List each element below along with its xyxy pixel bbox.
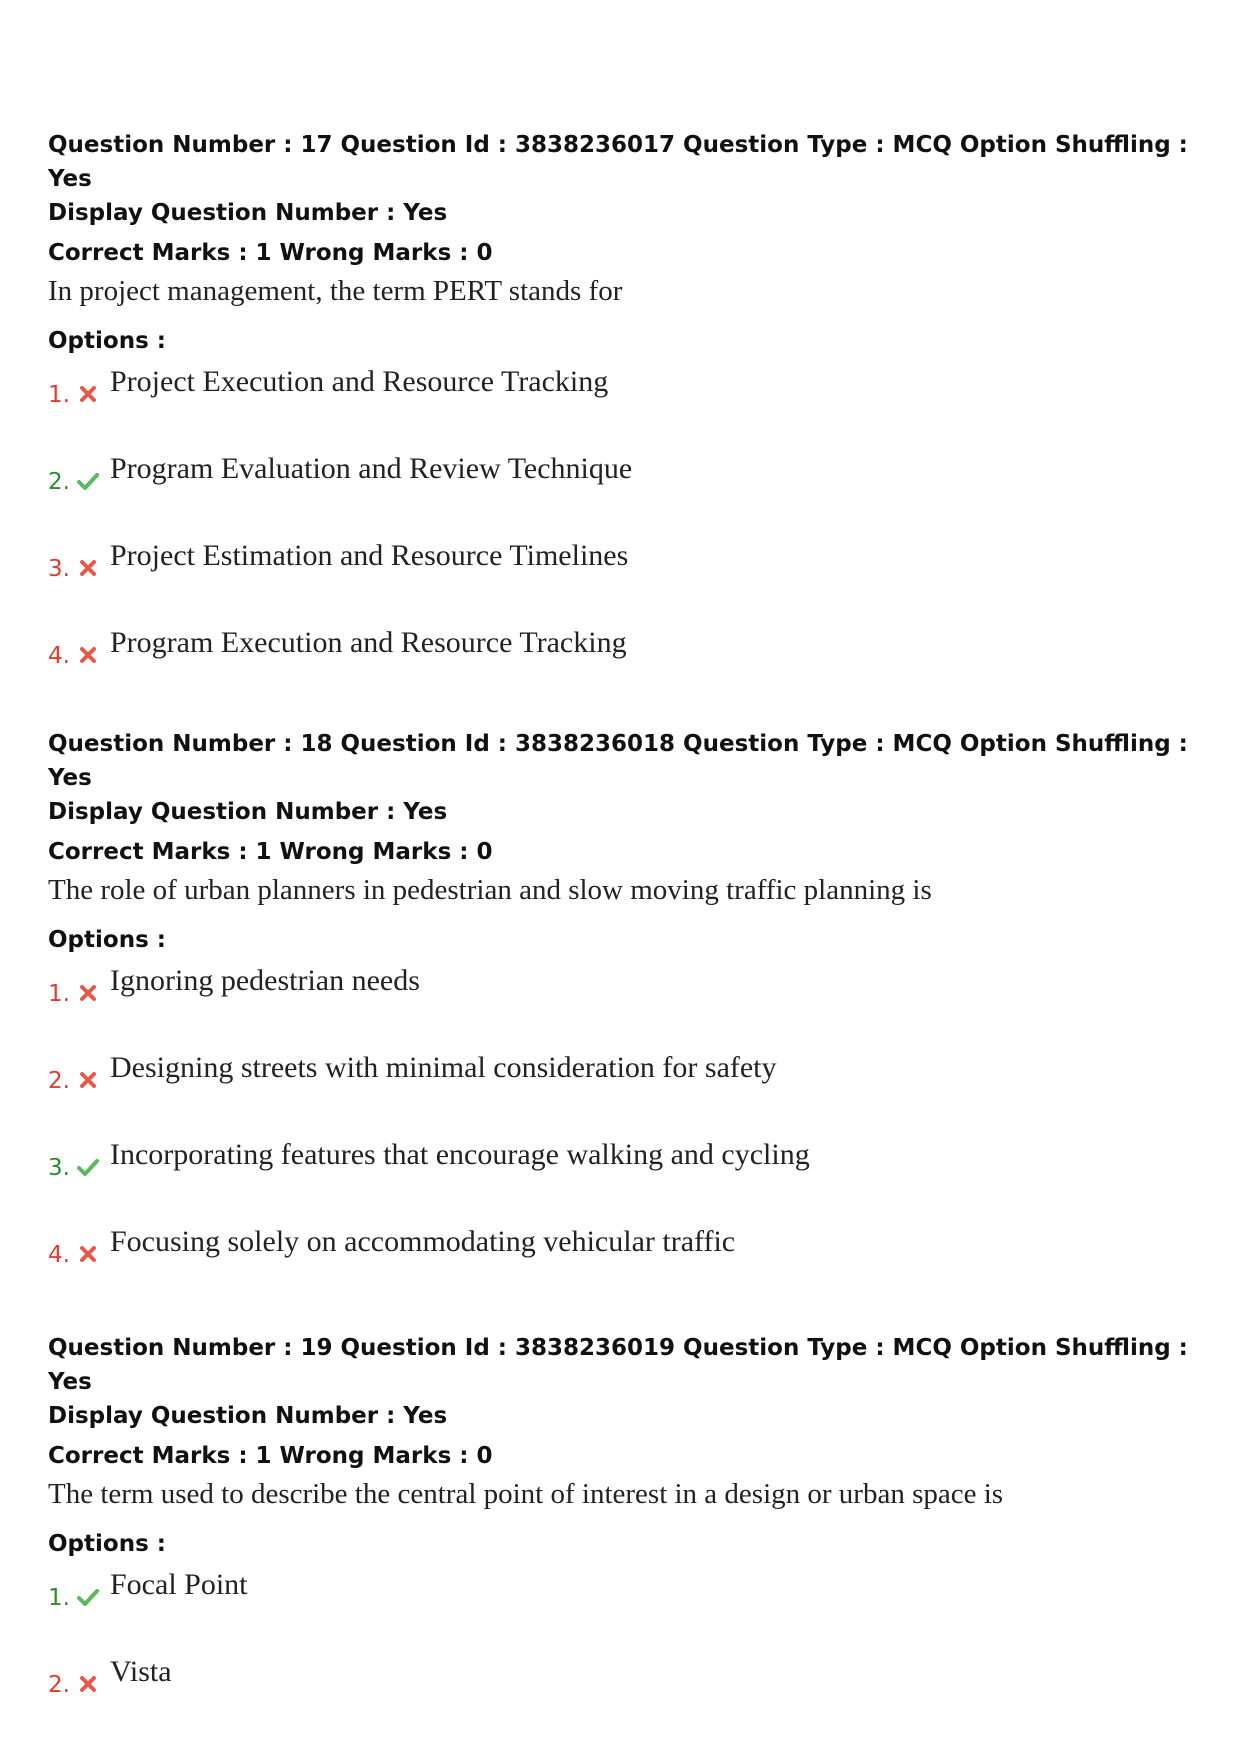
- option-item: [48, 1135, 1208, 1222]
- option-item: [48, 623, 1208, 710]
- question-block: [48, 128, 1208, 710]
- display-question-number: Display Question Number : Yes: [48, 200, 448, 226]
- option-text: Incorporating features that encourage walking and cycling: [110, 1138, 810, 1171]
- question-meta-line: Question Number : 17 Question Id : 3838236017 Question Type : MCQ Option Shuffling : Yes: [48, 132, 1188, 192]
- marks-line: Correct Marks : 1 Wrong Marks : 0: [48, 839, 493, 865]
- options-label: Options :: [48, 927, 166, 953]
- marks-line: Correct Marks : 1 Wrong Marks : 0: [48, 1443, 493, 1469]
- cross-icon: [76, 1068, 100, 1092]
- question-meta-line: Question Number : 19 Question Id : 3838236019 Question Type : MCQ Option Shuffling : Yes: [48, 1335, 1188, 1395]
- question-meta-line: Question Number : 18 Question Id : 3838236018 Question Type : MCQ Option Shuffling : Yes: [48, 731, 1188, 791]
- question-text: The role of urban planners in pedestrian and slow moving traffic planning is: [48, 874, 932, 906]
- options-label: Options :: [48, 328, 166, 354]
- check-icon: [76, 1585, 100, 1609]
- cross-icon: [76, 981, 100, 1005]
- question-text: In project management, the term PERT stands for: [48, 275, 623, 307]
- question-block: [48, 727, 1208, 1309]
- option-item: [48, 1222, 1208, 1309]
- option-item: [48, 449, 1208, 536]
- options-list: [48, 961, 1208, 1309]
- option-text: Focusing solely on accommodating vehicular traffic: [110, 1225, 736, 1258]
- option-number: 1.: [48, 981, 70, 1007]
- cross-icon: [76, 556, 100, 580]
- marks-line: Correct Marks : 1 Wrong Marks : 0: [48, 240, 493, 266]
- option-number: 2.: [48, 1672, 70, 1698]
- option-item: [48, 1048, 1208, 1135]
- option-item: [48, 961, 1208, 1048]
- option-number: 1.: [48, 382, 70, 408]
- option-text: Program Evaluation and Review Technique: [110, 452, 633, 485]
- option-text: Project Execution and Resource Tracking: [110, 365, 609, 398]
- question-text: The term used to describe the central point of interest in a design or urban space is: [48, 1478, 1004, 1510]
- display-question-number: Display Question Number : Yes: [48, 799, 448, 825]
- option-text: Program Execution and Resource Tracking: [110, 626, 627, 659]
- option-number: 3.: [48, 556, 70, 582]
- option-text: Ignoring pedestrian needs: [110, 964, 420, 997]
- display-question-number: Display Question Number : Yes: [48, 1403, 448, 1429]
- option-item: [48, 1565, 1208, 1652]
- option-text: Project Estimation and Resource Timelines: [110, 539, 629, 572]
- question-block: [48, 1331, 1208, 1739]
- option-number: 1.: [48, 1585, 70, 1611]
- cross-icon: [76, 643, 100, 667]
- options-label: Options :: [48, 1531, 166, 1557]
- option-text: Designing streets with minimal consideration for safety: [110, 1051, 777, 1084]
- cross-icon: [76, 1242, 100, 1266]
- option-number: 4.: [48, 643, 70, 669]
- cross-icon: [76, 382, 100, 406]
- option-number: 3.: [48, 1155, 70, 1181]
- options-list: [48, 362, 1208, 710]
- option-number: 4.: [48, 1242, 70, 1268]
- option-text: Vista: [110, 1655, 172, 1688]
- option-item: [48, 1652, 1208, 1739]
- option-number: 2.: [48, 469, 70, 495]
- cross-icon: [76, 1672, 100, 1696]
- option-number: 2.: [48, 1068, 70, 1094]
- option-item: [48, 362, 1208, 449]
- options-list: [48, 1565, 1208, 1739]
- check-icon: [76, 469, 100, 493]
- check-icon: [76, 1155, 100, 1179]
- option-item: [48, 536, 1208, 623]
- option-text: Focal Point: [110, 1568, 248, 1601]
